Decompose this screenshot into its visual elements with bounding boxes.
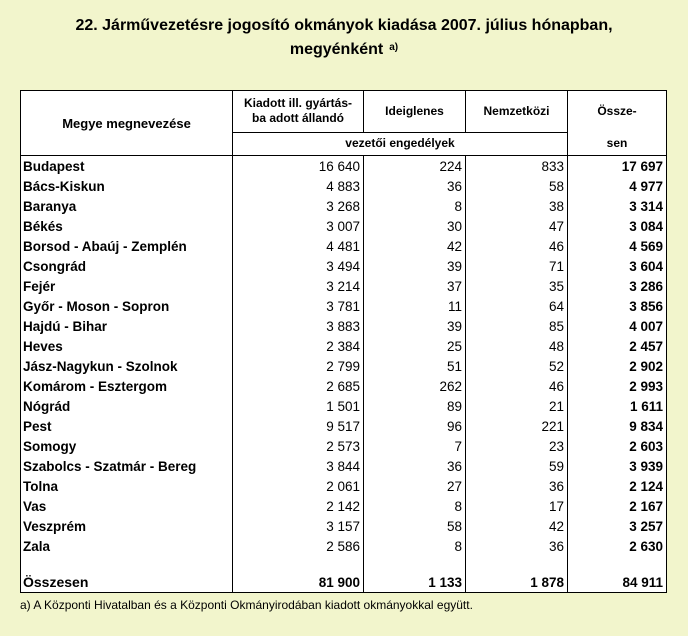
total-count: 3 314 — [629, 198, 663, 214]
temporary-count: 30 — [364, 216, 466, 236]
permanent-count: 4 883 — [233, 176, 364, 196]
temporary-count: 51 — [364, 356, 466, 376]
total-label: Összesen — [21, 572, 233, 593]
total-count: 2 902 — [629, 358, 663, 374]
title-note-mark: a) — [389, 42, 399, 53]
international-count: 35 — [466, 276, 568, 296]
page-title — [0, 14, 688, 62]
header-county: Megye megnevezése — [21, 91, 233, 156]
county-name: Komárom - Esztergom — [21, 376, 233, 396]
permanent-count: 3 781 — [233, 296, 364, 316]
data-table — [20, 90, 667, 593]
permanent-count: 3 883 — [233, 316, 364, 336]
international-count: 47 — [466, 216, 568, 236]
table-row — [21, 476, 667, 496]
permanent-count: 2 384 — [233, 336, 364, 356]
county-name: Békés — [21, 216, 233, 236]
header-col1-line2: ba adott állandó — [251, 111, 344, 126]
table-row — [21, 196, 667, 216]
table-row — [21, 296, 667, 316]
total-count: 3 286 — [629, 278, 663, 294]
international-count: 46 — [466, 376, 568, 396]
international-count: 64 — [466, 296, 568, 316]
temporary-count: 89 — [364, 396, 466, 416]
international-count: 833 — [466, 156, 568, 177]
county-name: Csongrád — [21, 256, 233, 276]
total-count: 3 939 — [629, 458, 663, 474]
spacer-cell — [364, 556, 466, 572]
temporary-count: 8 — [364, 496, 466, 516]
table-row — [21, 236, 667, 256]
county-name: Somogy — [21, 436, 233, 456]
international-count: 59 — [466, 456, 568, 476]
permanent-count: 3 494 — [233, 256, 364, 276]
table-row — [21, 256, 667, 276]
table-row — [21, 536, 667, 556]
international-count: 42 — [466, 516, 568, 536]
table-row — [21, 396, 667, 416]
total-international: 1 878 — [466, 572, 568, 593]
county-name: Veszprém — [21, 516, 233, 536]
temporary-count: 36 — [364, 456, 466, 476]
international-count: 38 — [466, 196, 568, 216]
international-count: 85 — [466, 316, 568, 336]
temporary-count: 58 — [364, 516, 466, 536]
international-count: 23 — [466, 436, 568, 456]
international-count: 21 — [466, 396, 568, 416]
header-col1 — [233, 91, 364, 133]
temporary-count: 25 — [364, 336, 466, 356]
table-row — [21, 516, 667, 536]
header-group: vezetői engedélyek — [233, 132, 568, 155]
spacer-cell — [568, 556, 667, 572]
table-row — [21, 216, 667, 236]
header-col4-top: Össze- — [597, 104, 637, 119]
county-name: Vas — [21, 496, 233, 516]
county-name: Hajdú - Bihar — [21, 316, 233, 336]
total-permanent: 81 900 — [233, 572, 364, 593]
total-count: 3 856 — [629, 298, 663, 314]
county-name: Nógrád — [21, 396, 233, 416]
table-row — [21, 316, 667, 336]
international-count: 58 — [466, 176, 568, 196]
international-count: 48 — [466, 336, 568, 356]
international-count: 52 — [466, 356, 568, 376]
grand-total: 84 911 — [622, 574, 663, 590]
title-line-1: 22. Járművezetésre jogosító okmányok kiadása 2007. július hónapban, — [75, 17, 613, 34]
permanent-count: 4 481 — [233, 236, 364, 256]
county-name: Zala — [21, 536, 233, 556]
temporary-count: 96 — [364, 416, 466, 436]
table-row — [21, 336, 667, 356]
title-line-2-text: megyénként — [289, 41, 384, 58]
permanent-count: 3 007 — [233, 216, 364, 236]
total-count: 2 993 — [629, 378, 663, 394]
permanent-count: 2 142 — [233, 496, 364, 516]
permanent-count: 3 214 — [233, 276, 364, 296]
county-name: Fejér — [21, 276, 233, 296]
international-count: 71 — [466, 256, 568, 276]
table-row — [21, 176, 667, 196]
permanent-count: 2 586 — [233, 536, 364, 556]
header-col4-bottom: sen — [568, 132, 667, 155]
county-name: Győr - Moson - Sopron — [21, 296, 233, 316]
total-count: 1 611 — [629, 398, 663, 414]
county-name: Heves — [21, 336, 233, 356]
spacer-cell — [21, 556, 233, 572]
temporary-count: 11 — [364, 296, 466, 316]
temporary-count: 36 — [364, 176, 466, 196]
permanent-count: 2 573 — [233, 436, 364, 456]
county-name: Szabolcs - Szatmár - Bereg — [21, 456, 233, 476]
temporary-count: 42 — [364, 236, 466, 256]
total-temporary: 1 133 — [364, 572, 466, 593]
international-count: 46 — [466, 236, 568, 256]
permanent-count: 3 268 — [233, 196, 364, 216]
table-row — [21, 376, 667, 396]
total-count: 2 630 — [629, 538, 663, 554]
total-count: 4 569 — [629, 238, 663, 254]
permanent-count: 2 799 — [233, 356, 364, 376]
title-line-2 — [0, 38, 688, 62]
total-count: 2 457 — [629, 338, 663, 354]
temporary-count: 262 — [364, 376, 466, 396]
table-row — [21, 416, 667, 436]
total-count: 3 604 — [629, 258, 663, 274]
table-row — [21, 156, 667, 177]
header-col2: Ideiglenes — [364, 91, 466, 133]
temporary-count: 8 — [364, 536, 466, 556]
permanent-count: 2 685 — [233, 376, 364, 396]
permanent-count: 3 157 — [233, 516, 364, 536]
total-count: 3 257 — [629, 518, 663, 534]
total-count: 4 007 — [629, 318, 663, 334]
table-row — [21, 356, 667, 376]
total-count: 2 603 — [629, 438, 663, 454]
table-row — [21, 436, 667, 456]
temporary-count: 7 — [364, 436, 466, 456]
international-count: 17 — [466, 496, 568, 516]
temporary-count: 39 — [364, 256, 466, 276]
international-count: 36 — [466, 476, 568, 496]
county-name: Pest — [21, 416, 233, 436]
county-name: Budapest — [21, 156, 233, 177]
county-name: Borsod - Abaúj - Zemplén — [21, 236, 233, 256]
total-row — [21, 572, 667, 593]
table-row — [21, 276, 667, 296]
header-col1-line1: Kiadott ill. gyártás- — [243, 96, 353, 111]
county-name: Baranya — [21, 196, 233, 216]
permanent-count: 1 501 — [233, 396, 364, 416]
temporary-count: 224 — [364, 156, 466, 177]
temporary-count: 37 — [364, 276, 466, 296]
temporary-count: 8 — [364, 196, 466, 216]
total-count: 4 977 — [629, 178, 663, 194]
temporary-count: 27 — [364, 476, 466, 496]
total-count: 2 167 — [629, 498, 663, 514]
permanent-count: 3 844 — [233, 456, 364, 476]
permanent-count: 16 640 — [233, 156, 364, 177]
total-count: 2 124 — [629, 478, 663, 494]
total-count: 3 084 — [629, 218, 663, 234]
international-count: 36 — [466, 536, 568, 556]
county-name: Tolna — [21, 476, 233, 496]
header-col3: Nemzetközi — [466, 91, 568, 133]
header-row-1 — [21, 91, 667, 133]
county-name: Bács-Kiskun — [21, 176, 233, 196]
total-count: 9 834 — [629, 418, 663, 434]
international-count: 221 — [466, 416, 568, 436]
county-name: Jász-Nagykun - Szolnok — [21, 356, 233, 376]
permanent-count: 9 517 — [233, 416, 364, 436]
temporary-count: 39 — [364, 316, 466, 336]
spacer-row — [21, 556, 667, 572]
table-row — [21, 456, 667, 476]
table-row — [21, 496, 667, 516]
footnote: a) A Központi Hivatalban és a Központi Okmányirodában kiadott okmányokkal együtt. — [20, 598, 473, 612]
spacer-cell — [233, 556, 364, 572]
spacer-cell — [466, 556, 568, 572]
total-count: 17 697 — [621, 158, 663, 174]
permanent-count: 2 061 — [233, 476, 364, 496]
